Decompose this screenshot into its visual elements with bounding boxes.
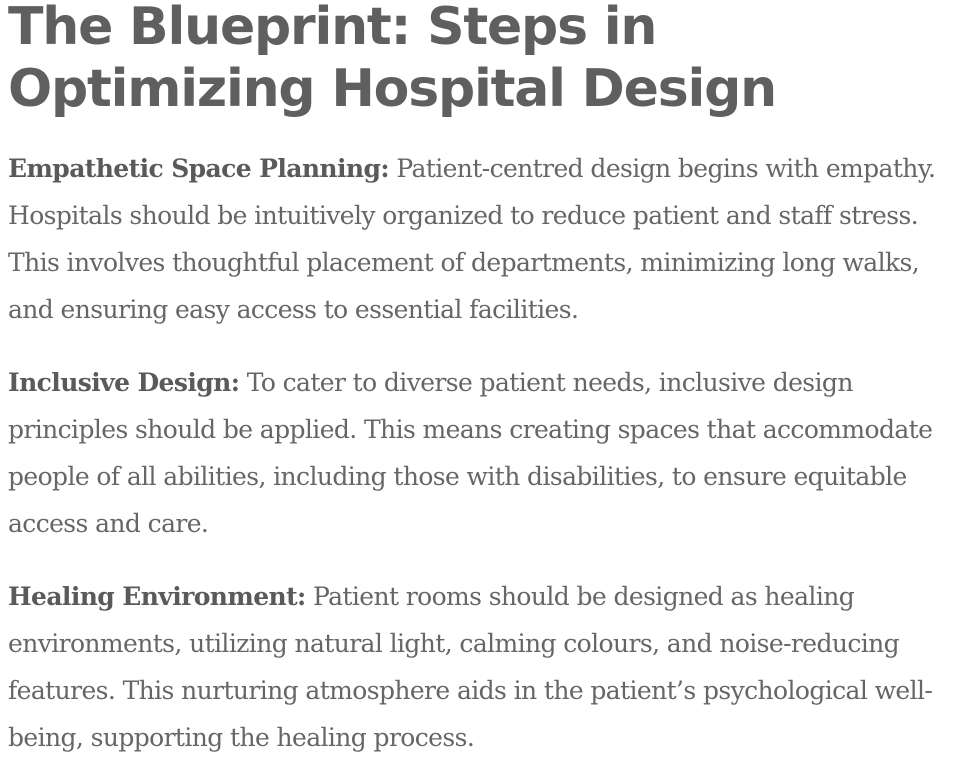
page-title: The Blueprint: Steps in Optimizing Hospital Design xyxy=(8,0,776,119)
section-text: Patient rooms should be designed as healing environments, utilizing natural light, calming colours, and noise-reducing features. This nurturing atmosphere aids in the patient’s psychological well-being, supporting the healing process. xyxy=(8,582,933,752)
section-heading: Inclusive Design: xyxy=(8,368,240,397)
section-text: To cater to diverse patient needs, inclusive design principles should be applied. This means creating spaces that accommodate people of all abilities, including those with disabilities, to ensure equitable access and care. xyxy=(8,368,933,538)
article xyxy=(8,0,960,761)
section-heading: Empathetic Space Planning: xyxy=(8,154,389,183)
section-inclusive-design xyxy=(8,359,960,547)
section-text: Patient-centred design begins with empathy. Hospitals should be intuitively organized to reduce patient and staff stress. This involves thoughtful placement of departments, minimizing long walks, and ensuring easy access to essential facilities. xyxy=(8,154,936,324)
section-healing-environment xyxy=(8,573,960,761)
section-heading: Healing Environment: xyxy=(8,582,306,611)
section-empathetic-space-planning xyxy=(8,145,960,333)
